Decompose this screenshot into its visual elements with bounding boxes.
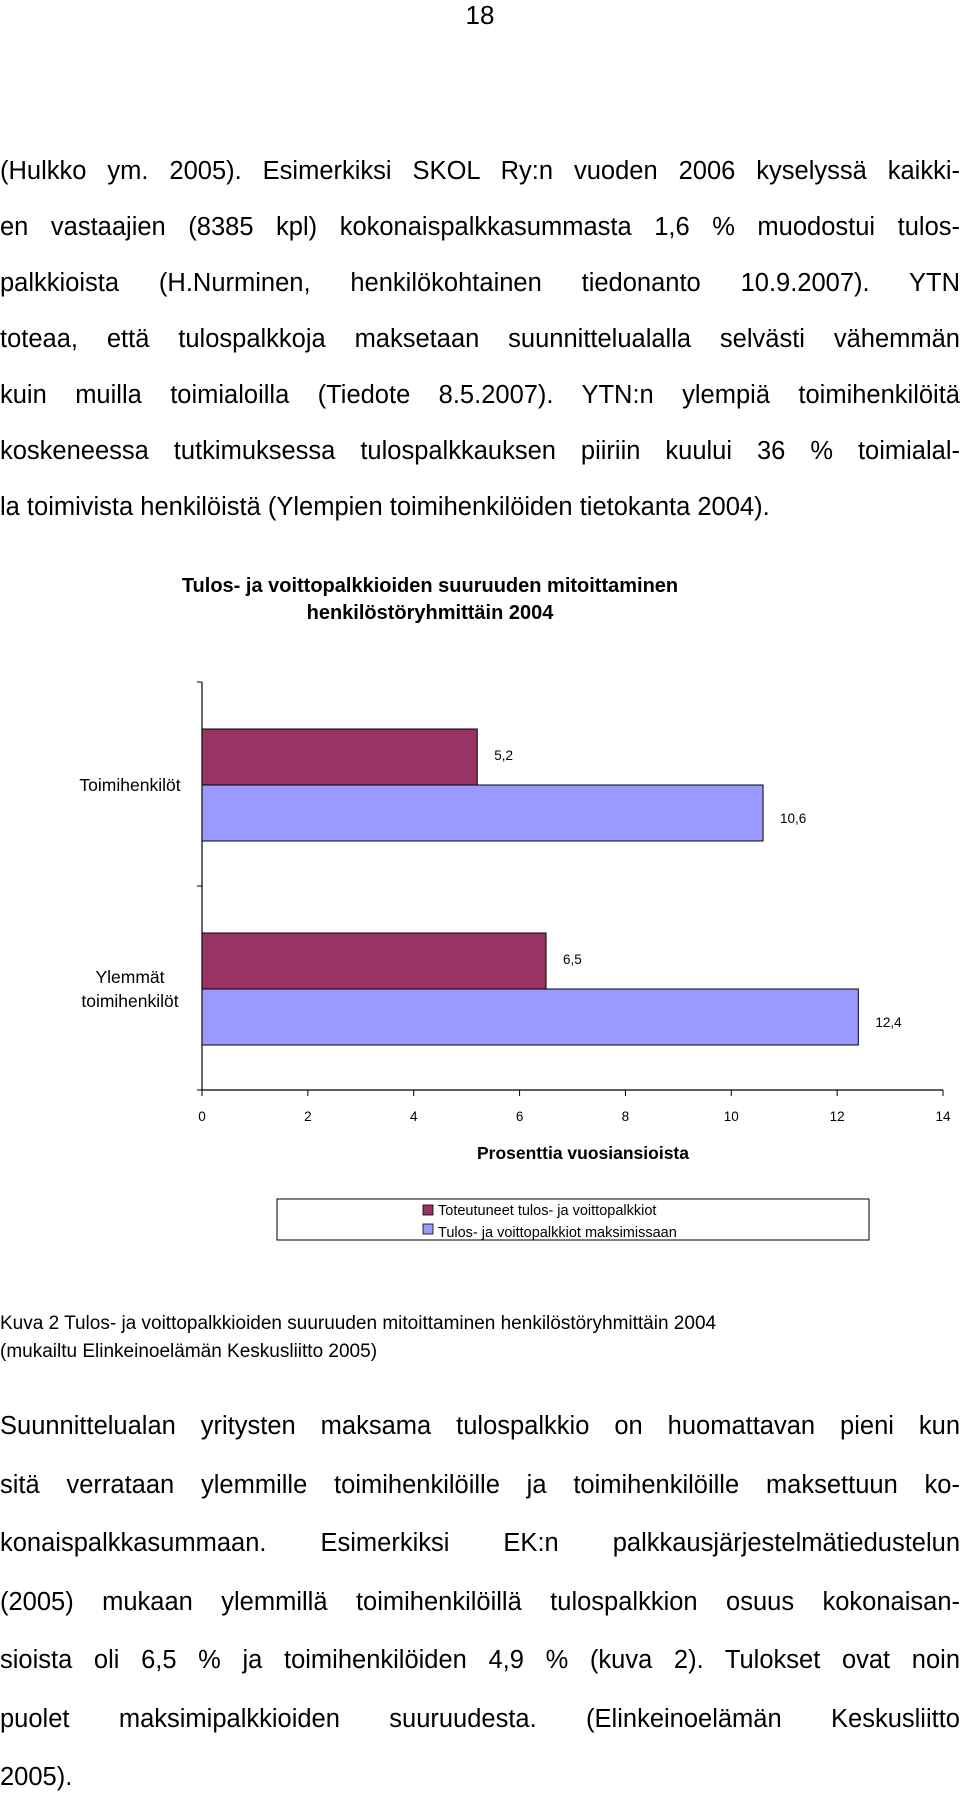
legend-label-series-1: Toteutuneet tulos- ja voittopalkkiot bbox=[438, 1203, 657, 1219]
paragraph-line: (2005) mukaan ylemmillä toimihenkilöillä tulospalkkion osuus kokonaisan- bbox=[0, 1587, 960, 1616]
legend-swatch-series-2 bbox=[423, 1224, 433, 1234]
legend bbox=[277, 1199, 869, 1241]
paragraph-line: konaispalkkasummaan. Esimerkiksi EK:n palkkausjärjestelmätiedustelun bbox=[0, 1529, 960, 1557]
paragraph-line: 2005). bbox=[0, 1763, 73, 1791]
body-paragraph-2 bbox=[0, 1397, 960, 1807]
figure-caption-line-2: (mukailtu Elinkeinoelämän Keskusliitto 2005) bbox=[0, 1341, 378, 1362]
paragraph-line: kuin muilla toimialoilla (Tiedote 8.5.2007). YTN:n ylempiä toimihenkilöitä bbox=[0, 381, 960, 409]
paragraph-line: koskeneessa tutkimuksessa tulospalkkauksen piiriin kuului 36 % toimialal- bbox=[0, 437, 960, 465]
bar-value-label: 12,4 bbox=[875, 1015, 902, 1030]
paragraph-line: Suunnittelualan yritysten maksama tulospalkkio on huomattavan pieni kun bbox=[0, 1412, 960, 1440]
category-label: Toimihenkilöt bbox=[79, 775, 181, 795]
x-tick-label: 4 bbox=[409, 1109, 418, 1124]
category-label: Ylemmät bbox=[95, 967, 165, 987]
bar-realized-1 bbox=[202, 729, 477, 785]
bar-value-label: 5,2 bbox=[494, 748, 514, 763]
x-tick-label: 10 bbox=[723, 1109, 739, 1124]
page-number: 18 bbox=[465, 0, 495, 30]
bar-value-label: 10,6 bbox=[780, 811, 807, 826]
bar-maximum-1 bbox=[202, 785, 763, 841]
paragraph-line: puolet maksimipalkkioiden suuruudesta. (Elinkeinoelämän Keskusliitto bbox=[0, 1704, 960, 1733]
paragraph-line: palkkioista (H.Nurminen, henkilökohtainen tiedonanto 10.9.2007). YTN bbox=[0, 269, 960, 297]
paragraph-line: sitä verrataan ylemmille toimihenkilöille ja toimihenkilöille maksettuun ko- bbox=[0, 1470, 960, 1499]
category-labels bbox=[79, 775, 180, 1011]
x-tick-label: 12 bbox=[829, 1109, 845, 1124]
bar-maximum-2 bbox=[202, 989, 858, 1045]
paragraph-line: sioista oli 6,5 % ja toimihenkilöiden 4,9 % (kuva 2). Tulokset ovat noin bbox=[0, 1646, 960, 1674]
x-tick-label: 8 bbox=[621, 1109, 630, 1124]
paragraph-line: la toimivista henkilöistä (Ylempien toimihenkilöiden tietokanta 2004). bbox=[0, 493, 770, 521]
chart-title-line-1: Tulos- ja voittopalkkioiden suuruuden mitoittaminen bbox=[181, 575, 679, 597]
bar-value-label: 6,5 bbox=[563, 952, 582, 967]
category-label: toimihenkilöt bbox=[81, 991, 179, 1011]
legend-swatch-series-1 bbox=[423, 1205, 433, 1215]
x-tick-label: 14 bbox=[935, 1109, 951, 1124]
x-axis-label: Prosenttia vuosiansioista bbox=[476, 1143, 690, 1163]
x-tick-label: 6 bbox=[515, 1109, 524, 1124]
x-tick-label: 0 bbox=[198, 1109, 206, 1124]
legend-label-series-2: Tulos- ja voittopalkkiot maksimissaan bbox=[438, 1225, 677, 1241]
figure-caption-line-1: Kuva 2 Tulos- ja voittopalkkioiden suuruuden mitoittaminen henkilöstöryhmittäin 2004 bbox=[0, 1313, 717, 1334]
chart-title-line-2: henkilöstöryhmittäin 2004 bbox=[306, 602, 554, 624]
bar-realized-2 bbox=[202, 933, 546, 989]
x-tick-label: 2 bbox=[304, 1109, 312, 1124]
x-tick-labels bbox=[198, 1109, 951, 1124]
paragraph-line: (Hulkko ym. 2005). Esimerkiksi SKOL Ry:n vuoden 2006 kyselyssä kaikki- bbox=[0, 157, 960, 185]
paragraph-line: en vastaajien (8385 kpl) kokonaispalkkasummasta 1,6 % muodostui tulos- bbox=[0, 213, 960, 241]
bars bbox=[202, 729, 858, 1045]
paragraph-line: toteaa, että tulospalkkoja maksetaan suunnittelualalla selvästi vähemmän bbox=[0, 325, 960, 353]
